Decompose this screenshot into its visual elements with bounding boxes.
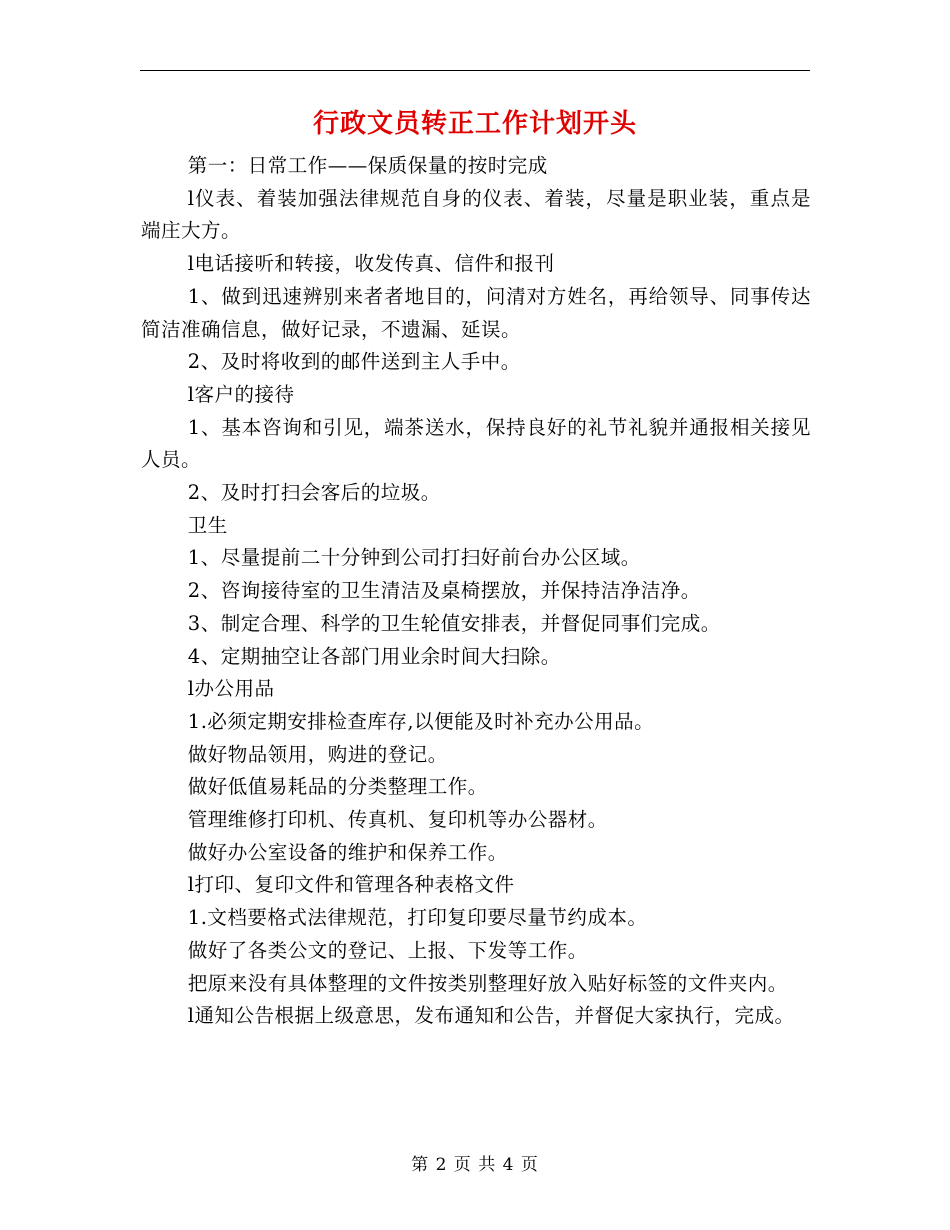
paragraph: 3、制定合理、科学的卫生轮值安排表，并督促同事们完成。 <box>187 611 721 635</box>
header-rule <box>140 70 810 71</box>
paragraph: l客户的接待 <box>187 382 295 406</box>
paragraph: 1、基本咨询和引见，端茶送水，保持良好的礼节礼貌并通报相关接见人员。 <box>141 415 811 472</box>
paragraph: l办公用品 <box>187 677 275 701</box>
paragraph: 4、定期抽空让各部门用业余时间大扫除。 <box>187 644 561 668</box>
paragraph: 1.文档要格式法律规范，打印复印要尽量节约成本。 <box>187 906 648 930</box>
document-body <box>141 150 811 1033</box>
paragraph: 2、咨询接待室的卫生清洁及桌椅摆放，并保持洁净洁净。 <box>187 579 701 603</box>
paragraph: 1、做到迅速辨别来者者地目的，问清对方姓名，再给领导、同事传达简洁准确信息，做好记录，不遗漏、延误。 <box>141 284 811 341</box>
paragraph: 1.必须定期安排检查库存,以便能及时补充办公用品。 <box>187 709 655 733</box>
paragraph: 1、尽量提前二十分钟到公司打扫好前台办公区域。 <box>187 546 641 570</box>
paragraph: 把原来没有具体整理的文件按类别整理好放入贴好标签的文件夹内。 <box>187 971 788 995</box>
paragraph: 第一：日常工作——保质保量的按时完成 <box>187 154 548 177</box>
paragraph: 做好低值易耗品的分类整理工作。 <box>187 775 488 799</box>
paragraph: l通知公告根据上级意思，发布通知和公告，并督促大家执行，完成。 <box>187 1004 795 1028</box>
paragraph: 管理维修打印机、传真机、复印机等办公器材。 <box>187 808 608 832</box>
paragraph: 做好了各类公文的登记、上报、下发等工作。 <box>187 938 588 962</box>
paragraph: l电话接听和转接，收发传真、信件和报刊 <box>187 252 555 276</box>
document-title: 行政文员转正工作计划开头 <box>312 109 637 139</box>
paragraph: 2、及时打扫会客后的垃圾。 <box>187 481 441 505</box>
page-number-footer: 第 2 页 共 4 页 <box>411 1155 539 1175</box>
paragraph: 2、及时将收到的邮件送到主人手中。 <box>187 350 521 374</box>
paragraph: l仪表、着装加强法律规范自身的仪表、着装，尽量是职业装，重点是端庄大方。 <box>141 186 811 243</box>
paragraph: 卫生 <box>187 513 228 537</box>
paragraph: l打印、复印文件和管理各种表格文件 <box>187 873 515 897</box>
paragraph: 做好物品领用，购进的登记。 <box>187 742 448 766</box>
paragraph: 做好办公室设备的维护和保养工作。 <box>187 840 508 864</box>
